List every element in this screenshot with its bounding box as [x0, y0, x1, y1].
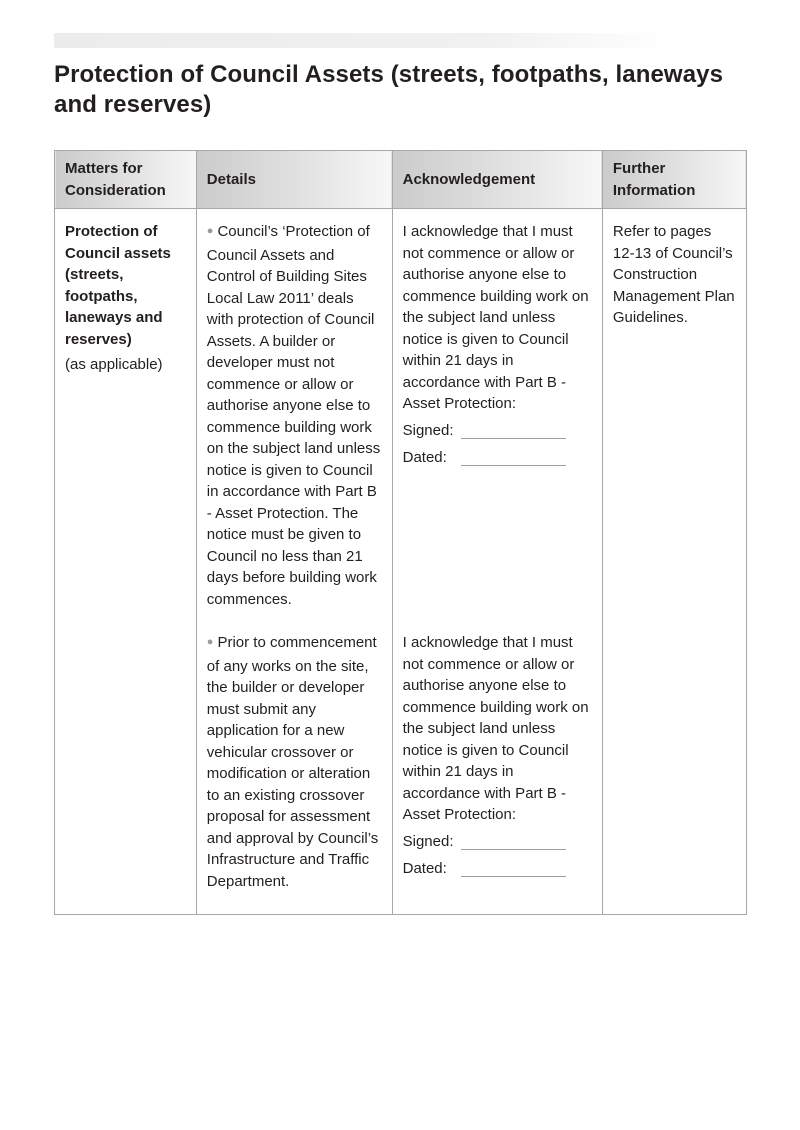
- dated-label: Dated:: [402, 860, 447, 877]
- header-acknowledgement: Acknowledgement: [392, 151, 602, 209]
- signed-field[interactable]: [403, 421, 592, 442]
- matter-cell: [55, 209, 197, 915]
- detail-text: Prior to commencement of any works on the site, the builder or developer must submit any application for a new vehicular crossover or modification or alteration to an existing crossover proposal for assessment and approval by Council’s Infrastructure and Traffic Department.: [206, 634, 379, 890]
- dated-label: Dated:: [402, 449, 447, 466]
- table-header-row: [55, 151, 747, 209]
- signed-label: Signed:: [402, 422, 454, 439]
- acknowledgement-cell: [392, 209, 602, 611]
- acknowledgement-text: I acknowledge that I must not commence or allow or authorise anyone else to commence building work on the subject land unless notice is given to Council within 21 days in accordance with Part B - Asset Protection:: [402, 223, 589, 412]
- signed-line[interactable]: [461, 849, 566, 850]
- signed-field[interactable]: [403, 832, 592, 853]
- acknowledgement-text: I acknowledge that I must not commence or allow or authorise anyone else to commence building work on the subject land unless notice is given to Council within 21 days in accordance with Part B - Asset Protection:: [402, 634, 589, 823]
- header-matters: Matters for Consideration: [55, 151, 197, 209]
- further-information-text: Refer to pages 12-13 of Council’s Construction Management Plan Guidelines.: [612, 223, 735, 326]
- header-details: Details: [196, 151, 392, 209]
- bullet-icon: ●: [206, 636, 214, 648]
- matter-title: Protection of Council assets (streets, footpaths, laneways and reserves): [65, 223, 171, 348]
- detail-cell: [196, 209, 392, 611]
- dated-field[interactable]: [403, 859, 592, 880]
- header-further-information: Further Information: [602, 151, 746, 209]
- dated-line[interactable]: [461, 465, 566, 466]
- acknowledgement-cell: [392, 610, 602, 915]
- table-row: [55, 209, 747, 611]
- header-band: [54, 33, 674, 48]
- further-information-cell: [602, 209, 746, 915]
- matter-note: (as applicable): [65, 356, 163, 373]
- signed-label: Signed:: [402, 833, 454, 850]
- dated-field[interactable]: [403, 448, 592, 469]
- detail-text: Council’s ‘Protection of Council Assets and Control of Building Sites Local Law 2011’ deals with protection of Council Assets. A builder or developer must not commence or allow or authorise anyone else to commence building work on the subject land unless notice is given to Council in accordance with Part B - Asset Protection. The notice must be given to Council no less than 21 days before building work commences.: [206, 223, 381, 608]
- page-title: Protection of Council Assets (streets, footpaths, laneways and reserves): [54, 61, 724, 118]
- detail-cell: [196, 610, 392, 915]
- dated-line[interactable]: [461, 876, 566, 877]
- bullet-icon: ●: [206, 225, 214, 237]
- considerations-table: [54, 150, 747, 915]
- signed-line[interactable]: [461, 438, 566, 439]
